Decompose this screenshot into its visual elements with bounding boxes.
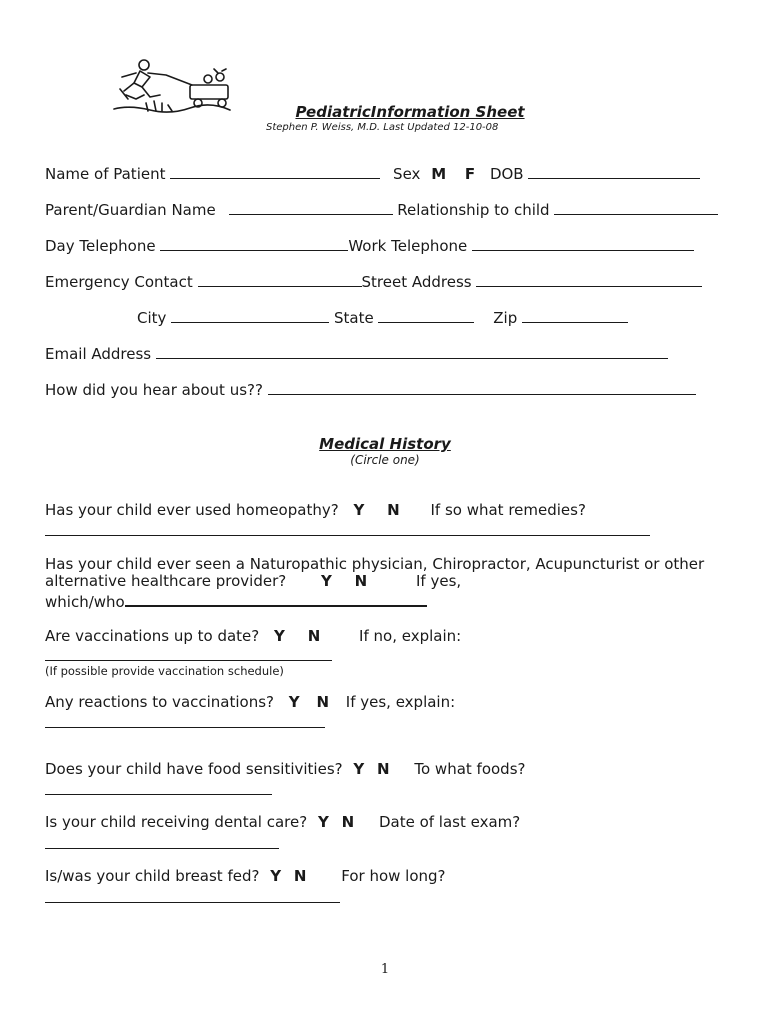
label-name-of-patient: Name of Patient [45,165,166,183]
label-street-address: Street Address [361,273,472,291]
row-city-state-zip [137,308,628,327]
label-state: State [333,309,374,327]
zip-field[interactable] [522,308,628,323]
q-food-text: Does your child have food sensitivities? [45,760,343,778]
q-homeopathy-no[interactable]: N [387,501,400,519]
q-vaccinations [45,627,461,645]
dental-exam-date-field[interactable] [45,848,279,849]
dob-field[interactable] [528,164,700,179]
q-food-follow: To what foods? [414,760,526,778]
label-parent-guardian: Parent/Guardian Name [45,201,216,219]
q-reactions-yes[interactable]: Y [288,693,300,711]
form-subtitle: Stephen P. Weiss, M.D. Last Updated 12-10-08 [266,122,499,133]
patient-name-field[interactable] [170,164,380,179]
email-field[interactable] [156,344,668,359]
circle-one-note: (Circle one) [350,453,420,467]
q-dental-yes[interactable]: Y [317,813,329,831]
q-dental-text: Is your child receiving dental care? [45,813,308,831]
label-emergency-contact: Emergency Contact [45,273,193,291]
q-naturopath-line3 [45,591,427,611]
row-patient-name [45,164,700,183]
label-email: Email Address [45,345,152,363]
day-telephone-field[interactable] [160,236,348,251]
label-day-telephone: Day Telephone [45,237,156,255]
food-sensitivities-field[interactable] [45,794,272,795]
q-reactions-follow: If yes, explain: [345,693,456,711]
q-breastfed-no[interactable]: N [293,867,307,885]
parent-guardian-field[interactable] [229,200,393,215]
q-vaccinations-yes[interactable]: Y [274,627,285,645]
row-how-hear [45,380,696,399]
q-vaccinations-no[interactable]: N [307,627,321,645]
breastfed-duration-field[interactable] [45,902,340,903]
emergency-contact-field[interactable] [198,272,362,287]
label-work-telephone: Work Telephone [348,237,468,255]
vaccinations-explain-field[interactable] [45,660,332,661]
q-breastfed-follow: For how long? [341,867,446,885]
row-emergency [45,272,702,291]
q-food-no[interactable]: N [377,760,390,778]
street-address-field[interactable] [476,272,702,287]
city-field[interactable] [171,308,329,323]
q-naturopath-text: alternative healthcare provider? [45,572,287,590]
sex-option-f[interactable]: F [464,165,476,183]
q-food [45,760,525,778]
relationship-field[interactable] [554,200,718,215]
q-dental [45,813,520,831]
row-telephone [45,236,694,255]
label-how-hear: How did you hear about us?? [45,381,263,399]
label-city: City [137,309,167,327]
label-relationship: Relationship to child [397,201,550,219]
q-naturopath-follow: If yes, [416,572,462,590]
q-food-yes[interactable]: Y [353,760,365,778]
q-breastfed-yes[interactable]: Y [270,867,282,885]
label-zip: Zip [493,309,518,327]
q-homeopathy [45,501,586,519]
how-hear-field[interactable] [268,380,696,395]
row-parent [45,200,718,219]
reactions-explain-field[interactable] [45,727,325,728]
label-dob: DOB [489,165,524,183]
q-homeopathy-yes[interactable]: Y [353,501,365,519]
label-sex: Sex [393,165,421,183]
medical-history-heading: Medical History [319,435,451,453]
q-reactions-text: Any reactions to vaccinations? [45,693,274,711]
q-reactions-no[interactable]: N [316,693,329,711]
vaccination-schedule-note: (If possible provide vaccination schedule) [45,664,284,678]
sex-option-m[interactable]: M [431,165,447,183]
naturopath-which-field[interactable] [125,591,427,607]
q-homeopathy-follow: If so what remedies? [430,501,586,519]
q-reactions [45,693,455,711]
form-title: PediatricInformation Sheet [295,103,525,121]
page-number: 1 [380,962,390,977]
q-naturopath-which: which/who [45,593,125,611]
homeopathy-remedies-field[interactable] [45,535,650,536]
q-naturopath-no[interactable]: N [354,572,368,590]
q-homeopathy-text: Has your child ever used homeopathy? [45,501,339,519]
q-vaccinations-text: Are vaccinations up to date? [45,627,260,645]
q-dental-follow: Date of last exam? [378,813,521,831]
q-naturopath-line1: Has your child ever seen a Naturopathic physician, Chiropractor, Acupuncturist or other [45,555,705,573]
row-email [45,344,668,363]
q-naturopath-line2 [45,572,461,590]
work-telephone-field[interactable] [472,236,694,251]
q-vaccinations-follow: If no, explain: [359,627,462,645]
state-field[interactable] [378,308,474,323]
q-breastfed [45,867,446,885]
q-naturopath-yes[interactable]: Y [321,572,332,590]
q-dental-no[interactable]: N [341,813,355,831]
q-breastfed-text: Is/was your child breast fed? [45,867,260,885]
